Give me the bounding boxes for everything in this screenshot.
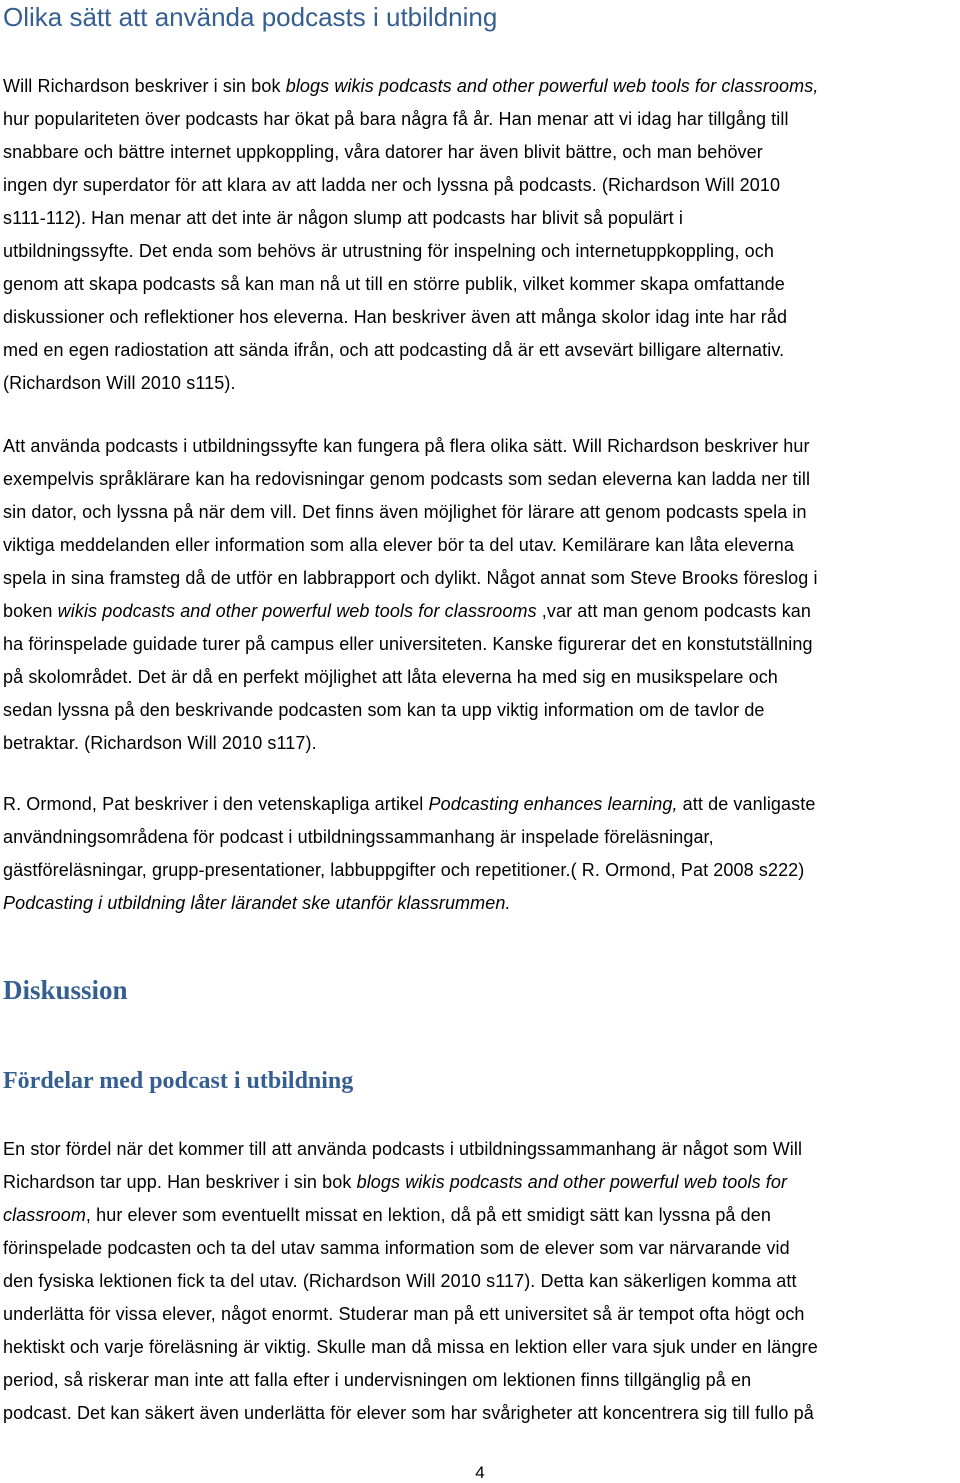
text-line: diskussioner och reflektioner hos eleverna. Han beskriver även att många skolor idag inte har råd	[3, 307, 788, 327]
paragraph-1-text	[3, 70, 955, 400]
text-line: (Richardson Will 2010 s115).	[3, 373, 236, 393]
text-line: förinspelade podcasten och ta del utav samma information som de elever som var närvarande vid	[3, 1238, 790, 1258]
text-line: En stor fördel när det kommer till att använda podcasts i utbildningssammanhang är något som Will	[3, 1139, 803, 1159]
italic-text: blogs wikis podcasts and other powerful web tools for	[356, 1172, 788, 1192]
text-line: s111-112). Han menar att det inte är någon slump att podcasts har blivit så populärt i	[3, 208, 683, 228]
text-line: spela in sina framsteg då de utför en labbrapport och dylikt. Något annat som Steve Brooks föreslog i	[3, 568, 818, 588]
paragraph-4-text	[3, 1133, 955, 1430]
text-line: genom att skapa podcasts så kan man nå ut till en större publik, vilket kommer skapa omfattande	[3, 274, 785, 294]
text-line: R. Ormond, Pat beskriver i den vetenskapliga artikel Podcasting enhances learning, att de vanligaste	[3, 794, 816, 814]
text-line: den fysiska lektionen fick ta del utav. (Richardson Will 2010 s117). Detta kan säkerligen komma att	[3, 1271, 797, 1291]
text-line	[3, 887, 955, 920]
italic-text: wikis podcasts and other powerful web tools for classrooms	[57, 601, 537, 621]
text-line: Richardson tar upp. Han beskriver i sin bok blogs wikis podcasts and other powerful web tools for	[3, 1172, 788, 1192]
paragraph-4	[3, 1133, 955, 1430]
paragraph-3	[3, 788, 955, 920]
paragraph-1	[3, 70, 955, 400]
italic-text: Podcasting i utbildning låter lärandet ske utanför klassrummen.	[3, 893, 511, 913]
text-line: användningsområdena för podcast i utbildningssammanhang är inspelade föreläsningar,	[3, 827, 714, 847]
italic-text: Podcasting enhances learning,	[428, 794, 678, 814]
text-line: med en egen radiostation att sända ifrån, och att podcasting då är ett avsevärt billigare alternativ.	[3, 340, 785, 360]
text-line: sin dator, och lyssna på när dem vill. Det finns även möjlighet för lärare att genom podcasts spela in	[3, 502, 807, 522]
text-line: på skolområdet. Det är då en perfekt möjlighet att låta eleverna ha med sig en musikspelare och	[3, 667, 778, 687]
text-line: underlätta för vissa elever, något enormt. Studerar man på ett universitet så är tempot ofta högt och	[3, 1304, 805, 1324]
text-line: utbildningssyfte. Det enda som behövs är utrustning för inspelning och internetuppkoppling, och	[3, 241, 774, 261]
text-line: hur populariteten över podcasts har ökat på bara några få år. Han menar att vi idag har tillgång till	[3, 109, 789, 129]
text-line: snabbare och bättre internet uppkoppling, våra datorer har även blivit bättre, och man behöver	[3, 142, 763, 162]
italic-text: classroom	[3, 1205, 86, 1225]
text-line: hektiskt och varje föreläsning är viktig. Skulle man då missa en lektion eller vara sjuk under en längre	[3, 1337, 818, 1357]
italic-text: blogs wikis podcasts and other powerful web tools for classrooms,	[285, 76, 819, 96]
section-title: Olika sätt att använda podcasts i utbildning	[3, 2, 498, 32]
text-line: viktiga meddelanden eller information som alla elever bör ta del utav. Kemilärare kan låta eleverna	[3, 535, 794, 555]
text-line: Will Richardson beskriver i sin bok blogs wikis podcasts and other powerful web tools for classrooms,	[3, 76, 819, 96]
text-line: gästföreläsningar, grupp-presentationer, labbuppgifter och repetitioner.( R. Ormond, Pat 2008 s222)	[3, 860, 805, 880]
text-line: betraktar. (Richardson Will 2010 s117).	[3, 733, 317, 753]
heading-advantages: Fördelar med podcast i utbildning	[3, 1068, 354, 1094]
page-number: 4	[475, 1463, 485, 1482]
text-line: exempelvis språklärare kan ha redovisningar genom podcasts som sedan eleverna kan ladda ner till	[3, 469, 811, 489]
paragraph-3-text	[3, 788, 955, 920]
text-line: period, så riskerar man inte att falla efter i undervisningen om lektionen finns tillgänglig på en	[3, 1370, 752, 1390]
paragraph-2-text	[3, 430, 955, 760]
text-line: ha förinspelade guidade turer på campus eller universiteten. Kanske figurerar det en konstutställning	[3, 634, 813, 654]
text-line: boken wikis podcasts and other powerful web tools for classrooms ,var att man genom podcasts kan	[3, 601, 812, 621]
text-line: sedan lyssna på den beskrivande podcasten som kan ta upp viktig information om de tavlor de	[3, 700, 765, 720]
text-line: ingen dyr superdator för att klara av att ladda ner och lyssna på podcasts. (Richardson Will 2010	[3, 175, 781, 195]
text-line: podcast. Det kan säkert även underlätta för elever som har svårigheter att koncentrera sig till fullo på	[3, 1403, 814, 1423]
text-line: Att använda podcasts i utbildningssyfte kan fungera på flera olika sätt. Will Richardson beskriver hur	[3, 436, 810, 456]
paragraph-2	[3, 430, 955, 760]
heading-discussion: Diskussion	[3, 975, 128, 1005]
text-line: classroom, hur elever som eventuellt missat en lektion, då på ett smidigt sätt kan lyssna på den	[3, 1205, 771, 1225]
